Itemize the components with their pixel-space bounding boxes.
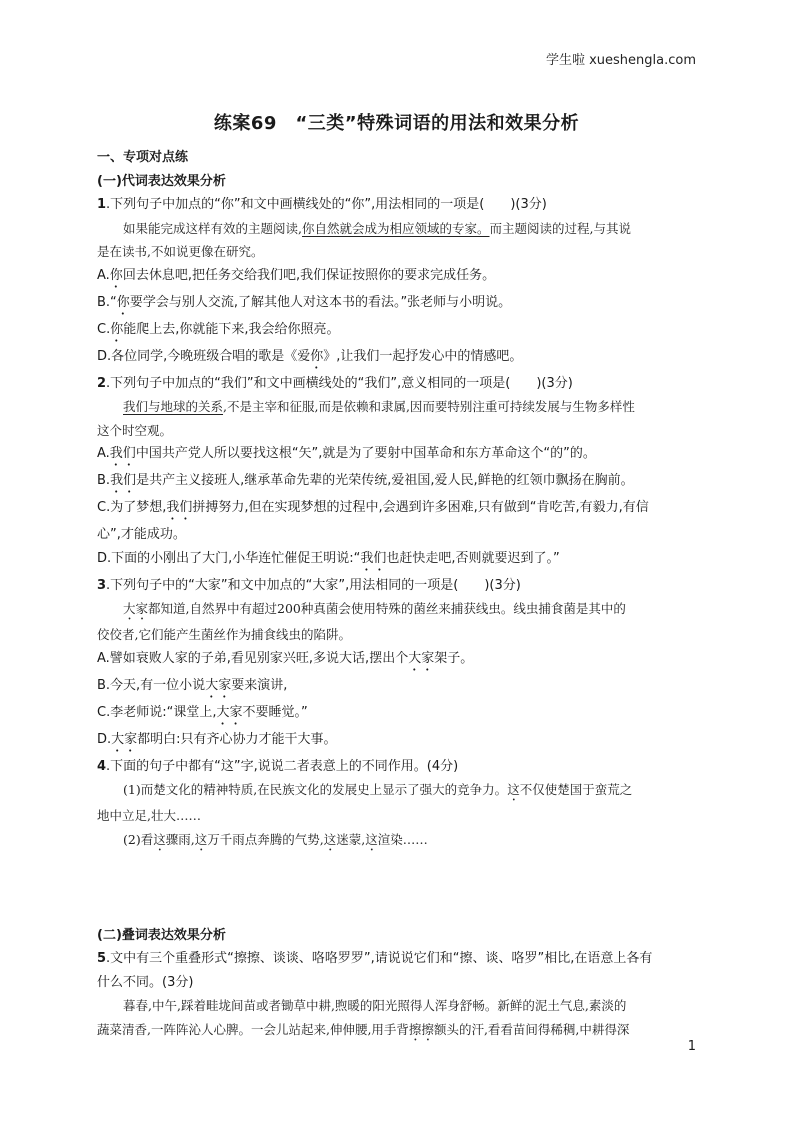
- dotted-word: 大家: [205, 677, 232, 693]
- page-title: 练案69 “三类”特殊词语的用法和效果分析: [213, 113, 580, 134]
- option-label: D.各位同学,今晚班级合唱的歌是《爱: [97, 348, 311, 364]
- site-watermark: 学生啦 xueshengla.com: [545, 53, 696, 68]
- passage-text: 如果能完成这样有效的主题阅读,: [123, 220, 302, 236]
- question-3-stem: [97, 574, 695, 598]
- question-4-stem: [97, 755, 695, 779]
- dotted-word: 你: [109, 267, 123, 283]
- question-5-passage-cont: [97, 1018, 695, 1044]
- dotted-word: 我们: [109, 446, 136, 461]
- page-number: 1: [687, 1039, 696, 1054]
- option-label: B.今天,有一位小说: [97, 677, 206, 693]
- passage-text: ,不是主宰和征服,而是依赖和隶属,因而要特别注重可持续发展与生物多样性: [223, 399, 635, 414]
- question-1-stem: [97, 193, 695, 217]
- question-4-sentence-2: [97, 828, 695, 854]
- passage-text: 骤雨,: [165, 831, 195, 847]
- option-text: 拼搏努力,但在实现梦想的过程中,会遇到许多困难,只有做到“肯吃苦,有毅力,有信: [192, 500, 649, 515]
- question-4-sentence-1: [97, 778, 695, 804]
- dotted-word: 擦擦: [408, 1021, 434, 1037]
- section-heading: 一、专项对点练: [97, 150, 189, 165]
- option-d: [97, 547, 695, 574]
- option-text: 中国共产党人所以要找这根“矢”,就是为了要射中国革命和东方革命这个“的”的。: [135, 446, 596, 461]
- question-3-passage-cont: 佼佼者,它们能产生菌丝作为捕食线虫的陷阱。: [97, 627, 351, 642]
- passage-text: 迷蒙,: [336, 831, 366, 847]
- question-5-stem: [97, 947, 695, 971]
- option-label: C.为了梦想,: [97, 500, 167, 515]
- question-3-passage: [97, 597, 695, 623]
- option-text: 能爬上去,你就能下来,我会给你照亮。: [123, 321, 340, 337]
- dotted-word: 我们: [110, 473, 137, 488]
- passage-text: 都知道,自然界中有超过200种真菌会使用特殊的菌丝来捕获线虫。线虫捕食菌是其中的: [148, 601, 626, 616]
- question-text: .下列句子中加点的“你”和文中画横线处的“你”,用法相同的一项是( )(3分): [106, 197, 547, 212]
- question-number: 4: [97, 758, 107, 774]
- dotted-word: 我们: [166, 500, 193, 515]
- passage-text: 不仅使楚国于蛮荒之: [519, 782, 633, 797]
- document-body: [97, 146, 695, 1044]
- option-d: [97, 728, 695, 755]
- question-5-stem-cont: 什么不同。(3分): [97, 974, 194, 990]
- dotted-word: 这: [194, 831, 208, 847]
- dotted-word: 这: [507, 782, 520, 797]
- dotted-word: 大家: [408, 650, 435, 666]
- passage-text: (1)而楚文化的精神特质,在民族文化的发展史上显示了强大的竞争力。: [123, 782, 508, 797]
- option-label: D.下面的小刚出了大门,小华连忙催促王明说:“: [97, 550, 361, 566]
- option-c-cont: 心”,才能成功。: [97, 527, 186, 542]
- dotted-word: 大家: [111, 731, 138, 747]
- question-number: 3: [97, 577, 107, 593]
- dotted-word: 这: [323, 831, 337, 847]
- question-text: .下列句子中加点的“我们”和文中画横线处的“我们”,意义相同的一项是( )(3分): [106, 375, 573, 391]
- option-label: C.: [97, 321, 111, 337]
- question-2-stem: [97, 372, 695, 396]
- question-2-passage-cont: 这个时空观。: [97, 422, 173, 438]
- option-c: [97, 318, 695, 345]
- question-text: .下列句子中的“大家”和文中加点的“大家”,用法相同的一项是( )(3分): [106, 577, 521, 593]
- passage-text: (2)看: [123, 831, 154, 847]
- option-a: [97, 264, 695, 291]
- dotted-word: 你: [310, 348, 324, 364]
- option-a: [97, 442, 695, 469]
- question-number: 1: [97, 197, 107, 212]
- option-label: A.: [97, 446, 110, 461]
- option-c: [97, 701, 695, 728]
- passage-text: 额头的汗,看看苗间得稀稠,中耕得深: [433, 1021, 630, 1037]
- option-b: [97, 291, 695, 318]
- dotted-word: 这: [365, 831, 378, 847]
- dotted-word: 你: [110, 321, 124, 337]
- dotted-word: 大家: [216, 704, 243, 720]
- question-text: .文中有三个重叠形式“擦擦、谈谈、咯咯罗罗”,请说说它们和“擦、谈、咯罗”相比,在语意上各有: [106, 951, 653, 966]
- passage-text: 万千雨点奔腾的气势,: [207, 831, 324, 847]
- option-text: 》,让我们一起抒发心中的情感吧。: [323, 348, 523, 364]
- passage-text: 蔬菜清香,一阵阵沁人心脾。一会儿站起来,伸伸腰,用手背: [97, 1021, 409, 1037]
- option-label: A.: [97, 267, 110, 283]
- answer-space: [97, 854, 695, 924]
- passage-text: 而主题阅读的过程,与其说: [489, 220, 631, 236]
- question-number: 2: [97, 375, 107, 391]
- option-text: 要学会与别人交流,了解其他人对这本书的看法。”张老师与小明说。: [129, 294, 512, 310]
- option-text: 也赶快走吧,否则就要迟到了。”: [386, 550, 560, 566]
- option-label: B.“: [97, 294, 117, 310]
- passage-text: 渲染……: [377, 831, 428, 847]
- underlined-text: 我们与地球的关系: [123, 399, 224, 414]
- question-number: 5: [97, 951, 107, 966]
- option-text: 架子。: [434, 650, 474, 666]
- dotted-word: 这: [153, 831, 166, 847]
- option-text: 不要睡觉。”: [242, 704, 308, 720]
- question-2-passage: [97, 395, 695, 419]
- option-text: 是共产主义接班人,继承革命先辈的光荣传统,爱祖国,爱人民,鲜艳的红领巾飘扬在胸前。: [136, 473, 634, 488]
- option-label: C.李老师说:“课堂上,: [97, 704, 217, 720]
- option-label: B.: [97, 473, 111, 488]
- option-text: 都明白:只有齐心协力才能干大事。: [137, 731, 337, 747]
- dotted-word: 你: [116, 294, 130, 310]
- question-4-sentence-1-cont: 地中立足,壮大……: [97, 808, 201, 823]
- option-text: 要来演讲,: [231, 677, 288, 693]
- option-b: [97, 469, 695, 496]
- subsection-heading: (二)叠词表达效果分析: [97, 927, 226, 943]
- dotted-word: 大家: [123, 601, 149, 616]
- option-c: [97, 496, 695, 523]
- question-1-passage: [97, 217, 695, 241]
- dotted-word: 我们: [360, 550, 387, 566]
- underlined-text: 你自然就会成为相应领域的专家。: [301, 220, 490, 236]
- question-text: .下面的句子中都有“这”字,说说二者表意上的不同作用。(4分): [106, 758, 459, 774]
- question-1-passage-cont: 是在读书,不如说更像在研究。: [97, 244, 264, 259]
- option-text: 回去休息吧,把任务交给我们吧,我们保证按照你的要求完成任务。: [122, 267, 496, 283]
- option-b: [97, 674, 695, 701]
- option-label: D.: [97, 731, 112, 747]
- option-label: A.譬如衰败人家的子弟,看见别家兴旺,多说大话,摆出个: [97, 650, 409, 666]
- option-d: [97, 345, 695, 372]
- subsection-heading: (一)代词表达效果分析: [97, 173, 226, 189]
- question-5-passage: 暮春,中午,踩着畦垅间苗或者锄草中耕,煦暖的阳光照得人浑身舒畅。新鲜的泥土气息,素淡的: [123, 998, 627, 1013]
- option-a: [97, 647, 695, 674]
